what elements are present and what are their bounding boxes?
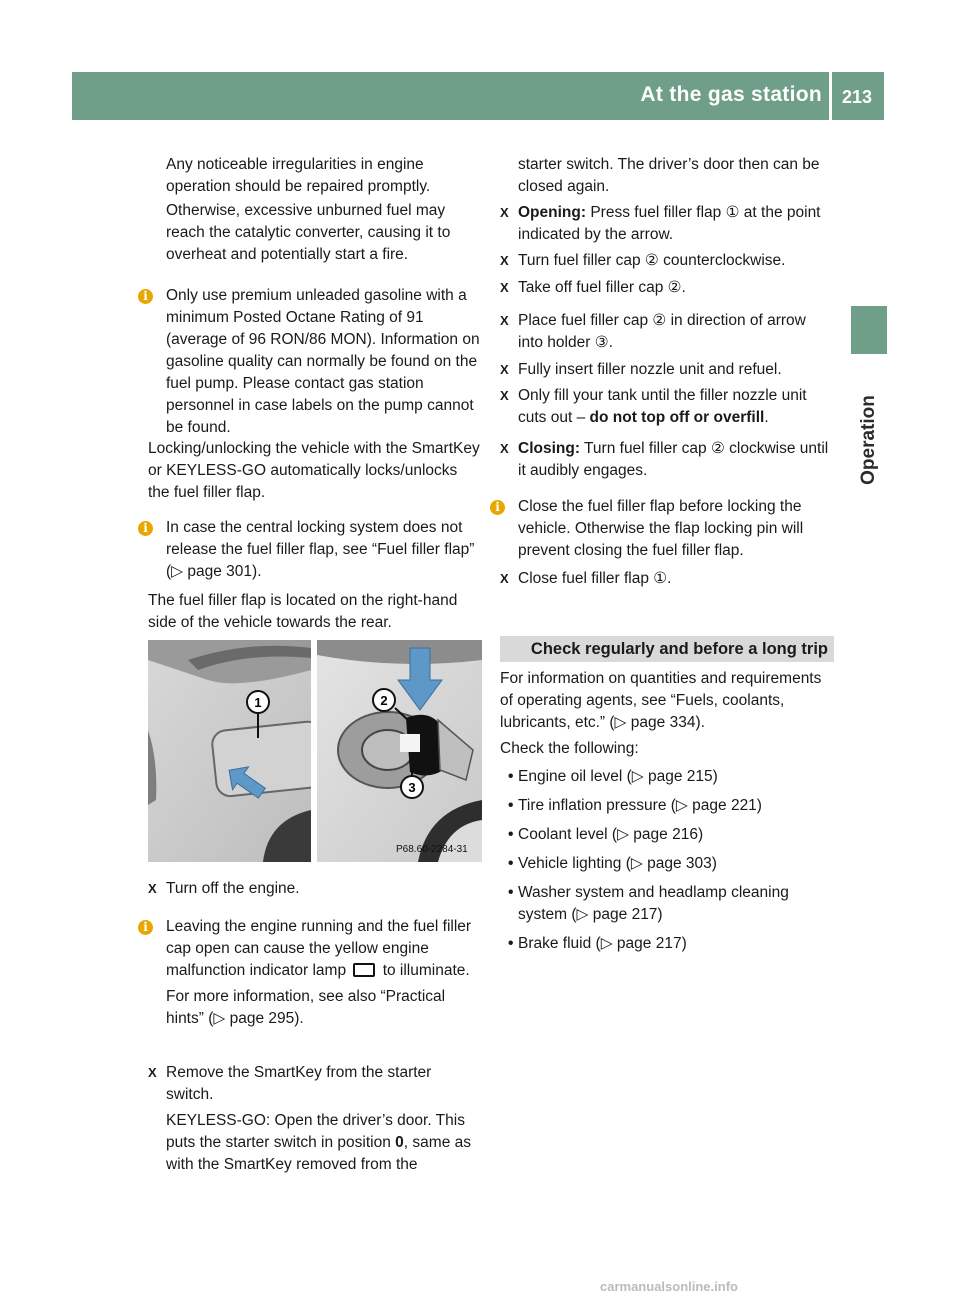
info-note: i In case the central locking system does not release the fuel filler flap, see “Fuel filler flap” (▷ page 301). <box>138 517 482 583</box>
info-icon: i <box>490 500 505 515</box>
paragraph: Check the following: <box>500 740 639 757</box>
step: X Place fuel filler cap ② in direction of arrow into holder ③. <box>500 312 806 351</box>
list-item: • Coolant level (▷ page 216) <box>508 826 704 843</box>
callout-2: 2 <box>380 693 388 708</box>
paragraph: For information on quantities and requirements of operating agents, see “Fuels, coolants, lubricants, etc.” (▷ page 334). <box>500 670 822 731</box>
step: X Opening: Press fuel filler flap ① at the point indicated by the arrow. <box>500 204 821 243</box>
list-item: • Brake fluid (▷ page 217) <box>508 935 687 952</box>
figure-code: P68.60-2284-31 <box>396 844 468 855</box>
step: X Closing: Turn fuel filler cap ② clockwise until it audibly engages. <box>500 440 829 479</box>
step: X Turn off the engine. <box>148 878 482 900</box>
page-number: 213 <box>842 87 873 107</box>
step-marker-icon: X <box>500 253 509 268</box>
list-item: • Tire inflation pressure (▷ page 221) <box>508 797 762 814</box>
step: X Remove the SmartKey from the starter switch. KEYLESS-GO: Open the driver’s door. This puts the starter switch in position 0, same as with the SmartKey removed from the <box>148 1064 471 1173</box>
step-marker-icon: X <box>500 280 509 295</box>
step-marker-icon: X <box>500 388 509 403</box>
list-item: • Washer system and headlamp cleaning system (▷ page 217) <box>508 884 789 923</box>
header-divider <box>829 72 832 120</box>
step: X Fully insert filler nozzle unit and refuel. <box>500 359 834 381</box>
section-heading: Check regularly and before a long trip <box>500 636 834 662</box>
paragraph: starter switch. The driver’s door then can be closed again. <box>518 156 820 195</box>
info-icon: i <box>138 521 153 536</box>
info-note: i Leaving the engine running and the fuel filler cap open can cause the yellow engine malfunction indicator lamp to illuminate. For more information, see also “Practical hints” (▷ page 295). <box>138 916 482 1030</box>
callout-1: 1 <box>254 695 262 710</box>
side-tab-label: Operation <box>858 395 879 485</box>
step-marker-icon: X <box>500 362 509 377</box>
step-marker-icon: X <box>500 205 509 220</box>
step-marker-icon: X <box>148 881 157 896</box>
page-title: At the gas station <box>640 83 822 106</box>
callout-3: 3 <box>408 780 416 795</box>
info-note: i Close the fuel filler flap before locking the vehicle. Otherwise the flap locking pin will prevent closing the fuel filler flap. <box>490 496 834 562</box>
list-item: • Vehicle lighting (▷ page 303) <box>508 855 717 872</box>
list-item: • Engine oil level (▷ page 215) <box>508 768 718 785</box>
engine-malfunction-lamp-icon <box>353 963 375 977</box>
info-icon: i <box>138 920 153 935</box>
step: X Turn fuel filler cap ② counterclockwise. <box>500 250 834 272</box>
step-marker-icon: X <box>500 571 509 586</box>
step-marker-icon: X <box>148 1065 157 1080</box>
info-icon: i <box>138 289 153 304</box>
side-tab-marker <box>851 306 887 354</box>
fuel-filler-figure <box>148 640 482 862</box>
paragraph: Otherwise, excessive unburned fuel may reach the catalytic converter, causing it to overheat and potentially start a fire. <box>166 202 451 263</box>
paragraph: Locking/unlocking the vehicle with the SmartKey or KEYLESS-GO automatically locks/unlocks the fuel filler flap. <box>148 440 480 501</box>
fuel-filler-illustration <box>148 640 482 862</box>
info-note: i Only use premium unleaded gasoline with a minimum Posted Octane Rating of 91 (average of 96 RON/86 MON). Information on gasoline quality can normally be found on the fuel pump. Please contact gas station personnel in case labels on the pump cannot be found. <box>138 285 482 439</box>
step-marker-icon: X <box>500 313 509 328</box>
step: X Close fuel filler flap ①. <box>500 568 834 590</box>
paragraph: The fuel filler flap is located on the right-hand side of the vehicle towards the rear. <box>148 592 458 631</box>
paragraph: Any noticeable irregularities in engine operation should be repaired promptly. <box>166 156 431 195</box>
footer-watermark: carmanualsonline.info <box>600 1279 738 1294</box>
step: X Only fill your tank until the filler nozzle unit cuts out – do not top off or overfill. <box>500 387 807 426</box>
step: X Take off fuel filler cap ②. <box>500 277 834 299</box>
step-marker-icon: X <box>500 441 509 456</box>
